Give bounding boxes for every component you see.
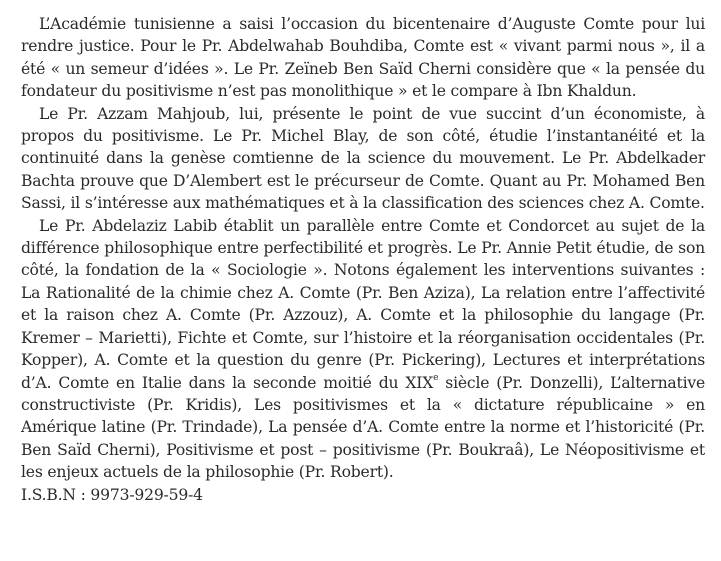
paragraph-labib-part1: Le Pr. Abdelaziz Labib établit un parallèle entre Comte et Condorcet au sujet de la différence philosophique entre perfectibilité et progrès. Le Pr. Annie Petit étudie, de son côté, la fondation de la « Sociologie ». Notons également les interventions suivantes : La Rationalité de la chimie chez A. Comte (Pr. Ben Aziza), La relation entre l’affectivité et la raison chez A. Comte (Pr. Azzouz), A. Comte et la philosophie du langage (Pr. Kremer – Marietti), Fichte et Comte, sur l’histoire et la réorganisation occidentales (Pr. Kopper), A. Comte et la question du genre (Pr. Pickering), Lectures et interprétations d’A. Comte en Italie dans la seconde moitié du XIX <box>21 216 705 392</box>
paragraph-academie: L’Académie tunisienne a saisi l’occasion du bicentenaire d’Auguste Comte pour lui rendre justice. Pour le Pr. Abdelwahab Bouhdiba, Comte est « vivant parmi nous », il a été « un semeur d’idées ». Le Pr. Zeïneb Ben Saïd Cherni considère que « la pensée du fondateur du positivisme n’est pas monolithique » et le compare à Ibn Khaldun. <box>21 15 705 101</box>
paragraph-labib <box>21 215 705 484</box>
century-superscript: e <box>433 373 439 384</box>
paragraph-mahjoub: Le Pr. Azzam Mahjoub, lui, présente le point de vue succint d’un économiste, à propos du positivisme. Le Pr. Michel Blay, de son côté, étudie l’instantanéité et la continuité dans la genèse comtienne de la science du mouvement. Le Pr. Abdelkader Bachta prouve que D’Alembert est le précurseur de Comte. Quant au Pr. Mohamed Ben Sassi, il s’intéresse aux mathématiques et à la classification des sciences chez A. Comte. <box>21 104 705 213</box>
paragraph-labib-part2: siècle (Pr. Donzelli), L’alternative constructiviste (Pr. Kridis), Les positivismes et la « dictature républicaine » en Amérique latine (Pr. Trindade), La pensée d’A. Comte entre la norme et l’historicité (Pr. Ben Saïd Cherni), Positivisme et post – positivisme (Pr. Boukraâ), Le Néopositivisme et les enjeux actuels de la philosophie (Pr. Robert). <box>21 373 705 482</box>
back-cover-text <box>21 13 705 506</box>
isbn-line: I.S.B.N : 9973-929-59-4 <box>21 485 203 504</box>
